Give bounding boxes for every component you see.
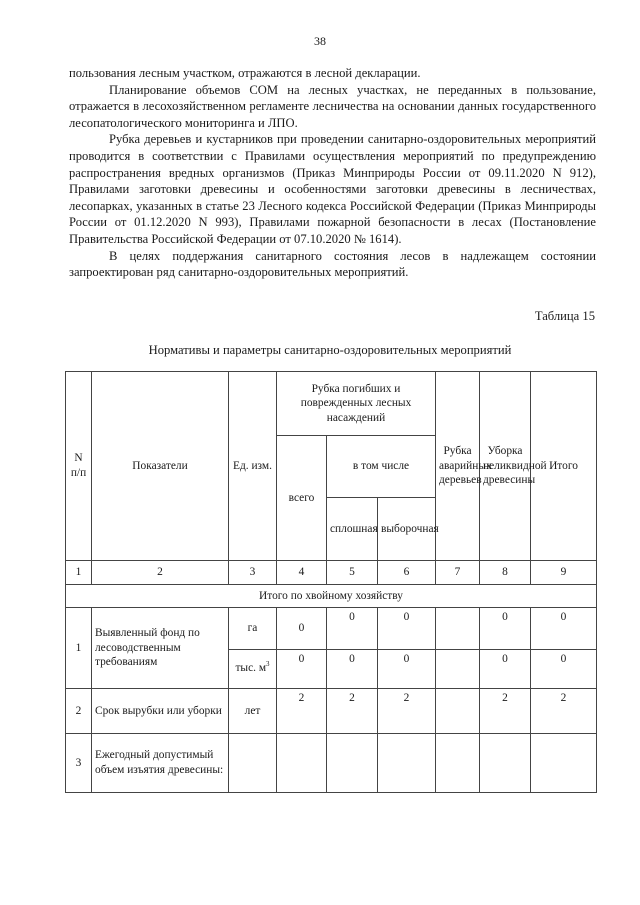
cell: 0 xyxy=(378,608,436,649)
table-number: Таблица 15 xyxy=(534,309,595,323)
col-number: 2 xyxy=(92,560,229,584)
header-emergency: Рубка аварийных деревьев xyxy=(436,372,480,561)
col-number: 5 xyxy=(327,560,378,584)
table-row xyxy=(66,608,597,649)
table-row xyxy=(66,734,597,793)
paragraph: Планирование объемов СОМ на лесных участках, не переданных в пользование, отражается в лесохозяйственном регламенте лесничества на основании данных государственного лесопатологического мониторинга и ЛПО. xyxy=(69,82,596,130)
col-number: 6 xyxy=(378,560,436,584)
header-total-all: всего xyxy=(277,435,327,560)
cell xyxy=(277,734,327,793)
col-number: 8 xyxy=(480,560,531,584)
cell: 0 xyxy=(531,649,597,688)
column-numbers-row xyxy=(66,560,597,584)
header-selective: выборочная xyxy=(378,497,436,560)
cell: 2 xyxy=(327,688,378,733)
row-unit xyxy=(229,734,277,793)
cell: 2 xyxy=(378,688,436,733)
header-num: N п/п xyxy=(66,372,92,561)
cell xyxy=(531,734,597,793)
cell: 0 xyxy=(378,649,436,688)
cell: 0 xyxy=(480,649,531,688)
row-unit xyxy=(229,649,277,688)
row-num: 2 xyxy=(66,688,92,733)
paragraph: Рубка деревьев и кустарников при проведении санитарно-оздоровительных мероприятий проводится в соответствии с Правилами осуществления мероприятий по предупреждению распространения вредных организмов (Приказ Минприроды России от 09.11.2020 N 912), Правилами заготовки древесины и особенностями заготовки древесины в лесничествах, лесопарках, указанных в статье 23 Лесного кодекса Российской Федерации (Приказ Минприроды России от 01.12.2020 N 993), Правилами пожарной безопасности в лесах (Постановление Правительства Российской Федерации от 07.10.2020 № 1614). xyxy=(69,132,596,246)
row-label: Ежегодный допустимый объем изъятия древесины: xyxy=(92,734,229,793)
cell: 2 xyxy=(277,688,327,733)
cell: 0 xyxy=(277,649,327,688)
body-text xyxy=(69,65,596,281)
cell xyxy=(378,734,436,793)
col-number: 4 xyxy=(277,560,327,584)
norms-table xyxy=(65,371,597,793)
cell xyxy=(480,734,531,793)
header-including: в том числе xyxy=(327,435,436,497)
cell: 0 xyxy=(277,608,327,649)
header-total: Итого xyxy=(531,372,597,561)
row-label: Срок вырубки или уборки xyxy=(92,688,229,733)
col-number: 9 xyxy=(531,560,597,584)
row-num: 3 xyxy=(66,734,92,793)
unit-text: тыс. м xyxy=(235,662,267,675)
col-number: 1 xyxy=(66,560,92,584)
row-label: Выявленный фонд по лесоводственным требованиям xyxy=(92,608,229,688)
table-title: Нормативы и параметры санитарно-оздоровительных мероприятий xyxy=(148,343,512,357)
row-unit: лет xyxy=(229,688,277,733)
table-row xyxy=(66,688,597,733)
cell: 2 xyxy=(531,688,597,733)
paragraph: пользования лесным участком, отражаются в лесной декларации. xyxy=(69,66,421,80)
section-row xyxy=(66,584,597,608)
header-unit: Ед. изм. xyxy=(229,372,277,561)
page-number: 38 xyxy=(314,34,326,48)
cell xyxy=(436,734,480,793)
cell: 0 xyxy=(480,608,531,649)
header-clear: сплошная xyxy=(327,497,378,560)
paragraph: В целях поддержания санитарного состояния лесов в надлежащем состоянии запроектирован ряд санитарно-оздоровительных мероприятий. xyxy=(69,248,596,280)
cell: 0 xyxy=(531,608,597,649)
header-cleanup: Уборка неликвидной древесины xyxy=(480,372,531,561)
row-unit: га xyxy=(229,608,277,649)
col-number: 3 xyxy=(229,560,277,584)
header-felling-group: Рубка погибших и поврежденных лесных насаждений xyxy=(277,372,436,436)
cell: 0 xyxy=(327,649,378,688)
unit-superscript: 3 xyxy=(266,660,270,669)
section-title: Итого по хвойному хозяйству xyxy=(66,584,597,608)
cell xyxy=(436,608,480,649)
header-indicator: Показатели xyxy=(92,372,229,561)
cell xyxy=(436,649,480,688)
cell xyxy=(436,688,480,733)
row-num: 1 xyxy=(66,608,92,688)
col-number: 7 xyxy=(436,560,480,584)
cell: 0 xyxy=(327,608,378,649)
cell: 2 xyxy=(480,688,531,733)
cell xyxy=(327,734,378,793)
header-row xyxy=(66,372,597,436)
